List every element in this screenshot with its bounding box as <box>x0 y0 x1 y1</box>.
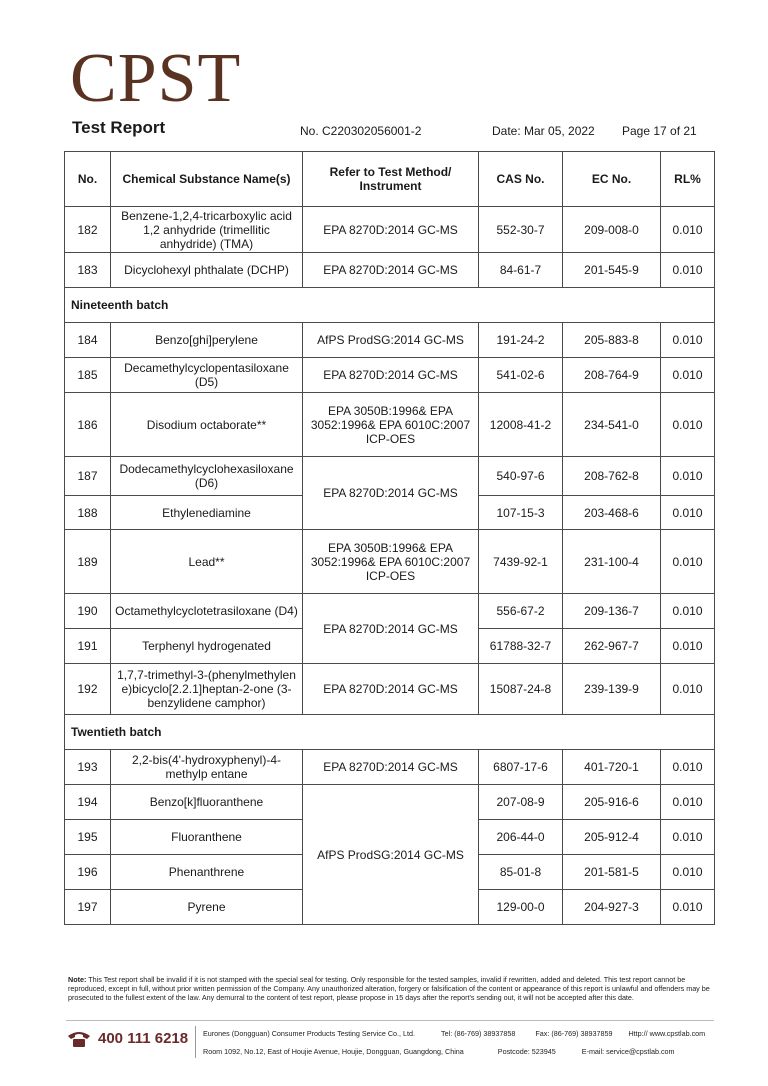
col-header-no: No. <box>65 152 111 207</box>
table-row <box>65 664 715 715</box>
cell-cas: 6807-17-6 <box>479 750 563 785</box>
footer-vertical-divider <box>195 1026 196 1058</box>
cell-name: 2,2-bis(4'-hydroxyphenyl)-4-methylp entane <box>111 750 303 785</box>
cell-no: 197 <box>65 890 111 925</box>
cell-method: EPA 8270D:2014 GC-MS <box>303 457 479 530</box>
cell-ec: 205-912-4 <box>563 820 661 855</box>
table-row <box>65 358 715 393</box>
cell-rl: 0.010 <box>661 750 715 785</box>
tel-number: Tel: (86-769) 38937858 <box>441 1029 516 1038</box>
cell-cas: 84-61-7 <box>479 253 563 288</box>
cell-method: EPA 8270D:2014 GC-MS <box>303 253 479 288</box>
phone-icon <box>66 1030 92 1048</box>
cell-method: EPA 3050B:1996& EPA 3052:1996& EPA 6010C:2007 ICP-OES <box>303 393 479 457</box>
cell-ec: 201-545-9 <box>563 253 661 288</box>
cell-ec: 209-008-0 <box>563 207 661 253</box>
cell-method: EPA 3050B:1996& EPA 3052:1996& EPA 6010C:2007 ICP-OES <box>303 530 479 594</box>
cell-name: Benzo[ghi]perylene <box>111 323 303 358</box>
cell-rl: 0.010 <box>661 358 715 393</box>
report-number: No. C220302056001-2 <box>300 124 422 138</box>
cell-rl: 0.010 <box>661 855 715 890</box>
footer-row-2 <box>203 1047 675 1056</box>
col-header-cas: CAS No. <box>479 152 563 207</box>
cell-ec: 234-541-0 <box>563 393 661 457</box>
cell-no: 191 <box>65 629 111 664</box>
cell-method: EPA 8270D:2014 GC-MS <box>303 358 479 393</box>
cell-ec: 204-927-3 <box>563 890 661 925</box>
cell-cas: 61788-32-7 <box>479 629 563 664</box>
cell-name: Octamethylcyclotetrasiloxane (D4) <box>111 594 303 629</box>
company-name: Eurones (Dongguan) Consumer Products Testing Service Co., Ltd. <box>203 1029 416 1038</box>
cell-rl: 0.010 <box>661 207 715 253</box>
company-logo: CPST <box>70 40 242 117</box>
cell-no: 183 <box>65 253 111 288</box>
cell-method: AfPS ProdSG:2014 GC-MS <box>303 785 479 925</box>
footer-divider <box>66 1020 714 1021</box>
cell-ec: 231-100-4 <box>563 530 661 594</box>
cell-cas: 207-08-9 <box>479 785 563 820</box>
cell-rl: 0.010 <box>661 253 715 288</box>
cell-rl: 0.010 <box>661 785 715 820</box>
substance-table <box>64 151 715 925</box>
table-row <box>65 207 715 253</box>
cell-ec: 239-139-9 <box>563 664 661 715</box>
cell-name: Phenanthrene <box>111 855 303 890</box>
cell-method: EPA 8270D:2014 GC-MS <box>303 207 479 253</box>
cell-name: Benzene-1,2,4-tricarboxylic acid 1,2 anhydride (trimellitic anhydride) (TMA) <box>111 207 303 253</box>
table-row <box>65 530 715 594</box>
batch-label: Nineteenth batch <box>65 288 715 323</box>
footer-row-1 <box>203 1029 705 1038</box>
cell-rl: 0.010 <box>661 820 715 855</box>
note-label: Note: <box>68 975 87 984</box>
cell-cas: 85-01-8 <box>479 855 563 890</box>
cell-no: 193 <box>65 750 111 785</box>
cell-name: Lead** <box>111 530 303 594</box>
hotline <box>66 1030 188 1048</box>
cell-cas: 540-97-6 <box>479 457 563 496</box>
col-header-ec: EC No. <box>563 152 661 207</box>
cell-method: EPA 8270D:2014 GC-MS <box>303 594 479 664</box>
cell-no: 190 <box>65 594 111 629</box>
cell-no: 192 <box>65 664 111 715</box>
cell-cas: 541-02-6 <box>479 358 563 393</box>
batch-row <box>65 288 715 323</box>
email-link[interactable]: E-mail: service@cpstlab.com <box>581 1047 675 1056</box>
cell-no: 189 <box>65 530 111 594</box>
cell-ec: 208-764-9 <box>563 358 661 393</box>
cell-no: 185 <box>65 358 111 393</box>
cell-name: Fluoranthene <box>111 820 303 855</box>
fax-number: Fax: (86-769) 38937859 <box>535 1029 613 1038</box>
cell-method: EPA 8270D:2014 GC-MS <box>303 750 479 785</box>
table-row <box>65 457 715 496</box>
cell-rl: 0.010 <box>661 457 715 496</box>
cell-name: Ethylenediamine <box>111 496 303 530</box>
table-row <box>65 253 715 288</box>
cell-no: 182 <box>65 207 111 253</box>
note-text: This Test report shall be invalid if it is not stamped with the special seal for testing. Only responsible for the tested samples, invalid if rewritten, added and deleted. This test report cannot be reproduced, except in full, without prior written permission of the Company. Any unauthorized alteration, forgery or falsification of the content or appearance of this report is unlawful and offenders may be prosecuted to the fullest extent of the law. Any demurral to the content of test report, please propose in 15 days after the report's sending out, it will not be accepted after this date. <box>68 975 710 1002</box>
website-link[interactable]: Http:// www.cpstlab.com <box>628 1029 706 1038</box>
cell-rl: 0.010 <box>661 629 715 664</box>
cell-no: 195 <box>65 820 111 855</box>
cell-name: Terphenyl hydrogenated <box>111 629 303 664</box>
cell-name: Dodecamethylcyclohexasiloxane (D6) <box>111 457 303 496</box>
company-address: Room 1092, No.12, East of Houjie Avenue, Houjie, Dongguan, Guangdong, China <box>203 1047 464 1056</box>
col-header-name: Chemical Substance Name(s) <box>111 152 303 207</box>
cell-rl: 0.010 <box>661 393 715 457</box>
postcode: Postcode: 523945 <box>497 1047 556 1056</box>
cell-ec: 205-883-8 <box>563 323 661 358</box>
cell-no: 186 <box>65 393 111 457</box>
cell-name: Dicyclohexyl phthalate (DCHP) <box>111 253 303 288</box>
table-header-row <box>65 152 715 207</box>
cell-cas: 191-24-2 <box>479 323 563 358</box>
cell-no: 184 <box>65 323 111 358</box>
table-row <box>65 323 715 358</box>
page-indicator: Page 17 of 21 <box>622 124 697 138</box>
cell-ec: 203-468-6 <box>563 496 661 530</box>
cell-rl: 0.010 <box>661 530 715 594</box>
cell-ec: 401-720-1 <box>563 750 661 785</box>
cell-cas: 206-44-0 <box>479 820 563 855</box>
batch-label: Twentieth batch <box>65 715 715 750</box>
cell-cas: 556-67-2 <box>479 594 563 629</box>
cell-cas: 107-15-3 <box>479 496 563 530</box>
col-header-rl: RL% <box>661 152 715 207</box>
cell-no: 196 <box>65 855 111 890</box>
cell-name: Pyrene <box>111 890 303 925</box>
table-row <box>65 750 715 785</box>
phone-number: 400 111 6218 <box>98 1030 189 1047</box>
cell-name: Decamethylcyclopentasiloxane (D5) <box>111 358 303 393</box>
cell-cas: 15087-24-8 <box>479 664 563 715</box>
cell-no: 187 <box>65 457 111 496</box>
cell-cas: 129-00-0 <box>479 890 563 925</box>
table-row <box>65 594 715 629</box>
cell-no: 188 <box>65 496 111 530</box>
cell-ec: 209-136-7 <box>563 594 661 629</box>
table-row <box>65 393 715 457</box>
cell-name: Disodium octaborate** <box>111 393 303 457</box>
col-header-method: Refer to Test Method/ Instrument <box>303 152 479 207</box>
batch-row <box>65 715 715 750</box>
cell-method: AfPS ProdSG:2014 GC-MS <box>303 323 479 358</box>
legal-note <box>68 975 714 1002</box>
cell-ec: 208-762-8 <box>563 457 661 496</box>
cell-cas: 7439-92-1 <box>479 530 563 594</box>
cell-rl: 0.010 <box>661 594 715 629</box>
cell-ec: 205-916-6 <box>563 785 661 820</box>
cell-rl: 0.010 <box>661 496 715 530</box>
cell-name: 1,7,7-trimethyl-3-(phenylmethylen e)bicyclo[2.2.1]heptan-2-one (3-benzylidene camphor) <box>111 664 303 715</box>
cell-no: 194 <box>65 785 111 820</box>
cell-cas: 552-30-7 <box>479 207 563 253</box>
cell-rl: 0.010 <box>661 890 715 925</box>
table-row <box>65 785 715 820</box>
cell-rl: 0.010 <box>661 323 715 358</box>
report-date: Date: Mar 05, 2022 <box>492 124 595 138</box>
cell-cas: 12008-41-2 <box>479 393 563 457</box>
cell-method: EPA 8270D:2014 GC-MS <box>303 664 479 715</box>
cell-ec: 262-967-7 <box>563 629 661 664</box>
cell-name: Benzo[k]fluoranthene <box>111 785 303 820</box>
cell-ec: 201-581-5 <box>563 855 661 890</box>
report-title: Test Report <box>72 118 166 137</box>
cell-rl: 0.010 <box>661 664 715 715</box>
